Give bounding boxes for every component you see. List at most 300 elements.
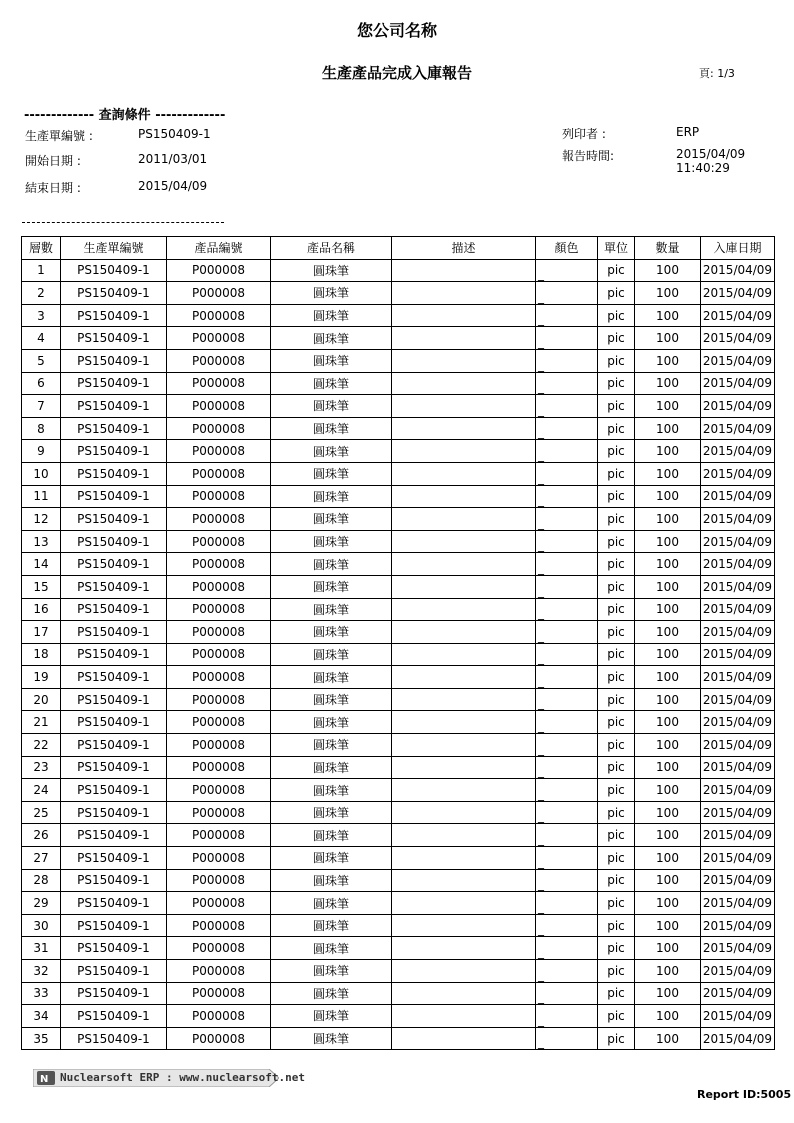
cell-product-name: 圓珠筆 [271,734,392,757]
cell-order-no: PS150409-1 [61,756,167,779]
cell-unit: pic [598,485,635,508]
cell-product-no: P000008 [167,395,271,418]
cell-date: 2015/04/09 [701,304,775,327]
cell-product-no: P000008 [167,666,271,689]
cell-unit: pic [598,372,635,395]
cell-unit: pic [598,824,635,847]
cell-qty: 100 [635,417,701,440]
cell-color: _ [536,824,598,847]
cell-date: 2015/04/09 [701,824,775,847]
cell-product-name: 圓珠筆 [271,259,392,282]
cell-date: 2015/04/09 [701,327,775,350]
cell-qty: 100 [635,847,701,870]
cell-date: 2015/04/09 [701,914,775,937]
cell-qty: 100 [635,575,701,598]
cell-order-no: PS150409-1 [61,960,167,983]
table-row [22,304,775,327]
cell-color: _ [536,395,598,418]
cell-unit: pic [598,756,635,779]
table-row [22,643,775,666]
cell-qty: 100 [635,395,701,418]
cell-qty: 100 [635,349,701,372]
cell-description [392,259,536,282]
cell-unit: pic [598,847,635,870]
cell-product-no: P000008 [167,327,271,350]
report-title: 生產產品完成入庫報告 [321,64,472,82]
cell-description [392,688,536,711]
cell-product-name: 圓珠筆 [271,598,392,621]
cell-date: 2015/04/09 [701,847,775,870]
cell-product-name: 圓珠筆 [271,553,392,576]
cell-product-name: 圓珠筆 [271,621,392,644]
table-row [22,1005,775,1028]
cell-order-no: PS150409-1 [61,711,167,734]
cell-order-no: PS150409-1 [61,666,167,689]
cell-description [392,1005,536,1028]
cell-color: _ [536,734,598,757]
cell-layer: 19 [22,666,61,689]
cell-unit: pic [598,734,635,757]
cell-order-no: PS150409-1 [61,779,167,802]
cell-color: _ [536,327,598,350]
cell-unit: pic [598,395,635,418]
header-product-name: 產品名稱 [271,237,392,260]
cell-description [392,530,536,553]
cell-description [392,327,536,350]
cell-description [392,869,536,892]
cell-order-no: PS150409-1 [61,621,167,644]
cell-description [392,575,536,598]
cell-qty: 100 [635,688,701,711]
table-row [22,621,775,644]
cell-order-no: PS150409-1 [61,1027,167,1050]
cell-product-no: P000008 [167,598,271,621]
table-row [22,711,775,734]
order-no-value: PS150409-1 [138,127,211,141]
cell-order-no: PS150409-1 [61,417,167,440]
cell-product-name: 圓珠筆 [271,327,392,350]
cell-unit: pic [598,666,635,689]
inventory-table [21,236,775,1050]
cell-qty: 100 [635,282,701,305]
cell-qty: 100 [635,530,701,553]
cell-description [392,304,536,327]
cell-order-no: PS150409-1 [61,553,167,576]
cell-qty: 100 [635,621,701,644]
cell-color: _ [536,937,598,960]
cell-date: 2015/04/09 [701,575,775,598]
conditions-heading: ------------- 查詢條件 ------------- [24,108,226,123]
cell-unit: pic [598,462,635,485]
cell-layer: 9 [22,440,61,463]
cell-layer: 35 [22,1027,61,1050]
cell-order-no: PS150409-1 [61,259,167,282]
cell-order-no: PS150409-1 [61,892,167,915]
table-row [22,869,775,892]
cell-qty: 100 [635,960,701,983]
cell-description [392,937,536,960]
cell-color: _ [536,869,598,892]
cell-product-no: P000008 [167,417,271,440]
cell-color: _ [536,801,598,824]
cell-order-no: PS150409-1 [61,914,167,937]
cell-qty: 100 [635,914,701,937]
cell-unit: pic [598,508,635,531]
cell-color: _ [536,598,598,621]
cell-order-no: PS150409-1 [61,440,167,463]
cell-description [392,417,536,440]
cell-unit: pic [598,1005,635,1028]
cell-color: _ [536,711,598,734]
table-row [22,530,775,553]
cell-description [392,485,536,508]
cell-order-no: PS150409-1 [61,982,167,1005]
end-date-value: 2015/04/09 [138,179,208,193]
cell-date: 2015/04/09 [701,530,775,553]
cell-date: 2015/04/09 [701,688,775,711]
report-time-label: 報告時間: [562,149,615,163]
cell-layer: 8 [22,417,61,440]
cell-description [392,824,536,847]
cell-date: 2015/04/09 [701,395,775,418]
cell-product-name: 圓珠筆 [271,666,392,689]
cell-color: _ [536,779,598,802]
cell-qty: 100 [635,1027,701,1050]
cell-color: _ [536,372,598,395]
cell-color: _ [536,417,598,440]
cell-qty: 100 [635,485,701,508]
cell-description [392,372,536,395]
cell-date: 2015/04/09 [701,643,775,666]
cell-description [392,395,536,418]
cell-description [392,462,536,485]
cell-color: _ [536,440,598,463]
cell-qty: 100 [635,869,701,892]
cell-order-no: PS150409-1 [61,598,167,621]
cell-order-no: PS150409-1 [61,847,167,870]
cell-product-no: P000008 [167,349,271,372]
cell-date: 2015/04/09 [701,937,775,960]
cell-layer: 17 [22,621,61,644]
cell-date: 2015/04/09 [701,462,775,485]
cell-unit: pic [598,304,635,327]
table-row [22,598,775,621]
table-row [22,485,775,508]
report-id: Report ID:5005 [697,1088,792,1101]
cell-product-name: 圓珠筆 [271,575,392,598]
cell-product-name: 圓珠筆 [271,1027,392,1050]
cell-layer: 6 [22,372,61,395]
table-row [22,462,775,485]
cell-qty: 100 [635,982,701,1005]
cell-layer: 28 [22,869,61,892]
header-layer: 層數 [22,237,61,260]
cell-product-name: 圓珠筆 [271,417,392,440]
cell-color: _ [536,666,598,689]
table-row [22,282,775,305]
cell-product-name: 圓珠筆 [271,282,392,305]
table-row [22,1027,775,1050]
cell-product-name: 圓珠筆 [271,937,392,960]
table-row [22,440,775,463]
cell-layer: 3 [22,304,61,327]
cell-qty: 100 [635,327,701,350]
table-row [22,801,775,824]
cell-unit: pic [598,892,635,915]
cell-layer: 31 [22,937,61,960]
end-date-label: 結束日期 : [25,181,81,195]
cell-color: _ [536,530,598,553]
cell-qty: 100 [635,779,701,802]
header-date: 入庫日期 [701,237,775,260]
cell-color: _ [536,960,598,983]
cell-description [392,1027,536,1050]
cell-description [392,914,536,937]
cell-date: 2015/04/09 [701,1005,775,1028]
cell-layer: 29 [22,892,61,915]
table-row [22,914,775,937]
cell-product-name: 圓珠筆 [271,349,392,372]
cell-date: 2015/04/09 [701,869,775,892]
cell-layer: 23 [22,756,61,779]
cell-order-no: PS150409-1 [61,304,167,327]
cell-color: _ [536,643,598,666]
cell-color: _ [536,259,598,282]
cell-date: 2015/04/09 [701,598,775,621]
cell-qty: 100 [635,643,701,666]
cell-product-no: P000008 [167,259,271,282]
cell-order-no: PS150409-1 [61,395,167,418]
cell-date: 2015/04/09 [701,621,775,644]
cell-qty: 100 [635,756,701,779]
cell-qty: 100 [635,711,701,734]
cell-date: 2015/04/09 [701,259,775,282]
table-row [22,688,775,711]
cell-layer: 1 [22,259,61,282]
cell-date: 2015/04/09 [701,440,775,463]
svg-text:N: N [40,1074,49,1085]
cell-date: 2015/04/09 [701,779,775,802]
cell-color: _ [536,914,598,937]
cell-description [392,960,536,983]
cell-date: 2015/04/09 [701,372,775,395]
cell-date: 2015/04/09 [701,1027,775,1050]
cell-date: 2015/04/09 [701,756,775,779]
cell-product-no: P000008 [167,643,271,666]
cell-qty: 100 [635,508,701,531]
cell-qty: 100 [635,440,701,463]
cell-layer: 33 [22,982,61,1005]
cell-product-name: 圓珠筆 [271,485,392,508]
cell-color: _ [536,349,598,372]
cell-description [392,666,536,689]
cell-product-no: P000008 [167,801,271,824]
cell-layer: 30 [22,914,61,937]
cell-product-name: 圓珠筆 [271,395,392,418]
cell-unit: pic [598,937,635,960]
cell-product-no: P000008 [167,282,271,305]
cell-layer: 21 [22,711,61,734]
cell-order-no: PS150409-1 [61,869,167,892]
cell-color: _ [536,847,598,870]
cell-layer: 26 [22,824,61,847]
cell-product-no: P000008 [167,756,271,779]
table-row [22,937,775,960]
cell-product-no: P000008 [167,1027,271,1050]
table-row [22,575,775,598]
table-row [22,960,775,983]
cell-product-no: P000008 [167,462,271,485]
cell-date: 2015/04/09 [701,417,775,440]
cell-date: 2015/04/09 [701,711,775,734]
cell-unit: pic [598,440,635,463]
cell-product-no: P000008 [167,508,271,531]
cell-layer: 27 [22,847,61,870]
cell-unit: pic [598,417,635,440]
cell-qty: 100 [635,734,701,757]
cell-description [392,508,536,531]
cell-unit: pic [598,914,635,937]
cell-layer: 25 [22,801,61,824]
cell-product-name: 圓珠筆 [271,688,392,711]
cell-product-no: P000008 [167,734,271,757]
cell-order-no: PS150409-1 [61,282,167,305]
cell-layer: 13 [22,530,61,553]
cell-description [392,734,536,757]
start-date-label: 開始日期 : [25,154,81,168]
cell-layer: 4 [22,327,61,350]
page-indicator: 頁: 1/3 [699,67,735,80]
cell-product-no: P000008 [167,847,271,870]
cell-order-no: PS150409-1 [61,508,167,531]
table-row [22,892,775,915]
header-color: 顏色 [536,237,598,260]
cell-product-no: P000008 [167,440,271,463]
cell-layer: 15 [22,575,61,598]
cell-layer: 20 [22,688,61,711]
cell-description [392,349,536,372]
cell-product-name: 圓珠筆 [271,892,392,915]
cell-product-no: P000008 [167,575,271,598]
cell-layer: 22 [22,734,61,757]
header-qty: 數量 [635,237,701,260]
cell-color: _ [536,982,598,1005]
cell-layer: 24 [22,779,61,802]
cell-color: _ [536,1005,598,1028]
printer-label: 列印者 : [562,127,606,141]
cell-product-no: P000008 [167,779,271,802]
table-row [22,372,775,395]
cell-product-name: 圓珠筆 [271,462,392,485]
cell-date: 2015/04/09 [701,734,775,757]
table-row [22,847,775,870]
cell-description [392,711,536,734]
cell-product-no: P000008 [167,553,271,576]
cell-product-name: 圓珠筆 [271,824,392,847]
cell-product-name: 圓珠筆 [271,1005,392,1028]
cell-unit: pic [598,801,635,824]
cell-qty: 100 [635,666,701,689]
cell-product-no: P000008 [167,1005,271,1028]
footer-logo-text: Nuclearsoft ERP : www.nuclearsoft.net [60,1071,306,1084]
cell-product-name: 圓珠筆 [271,869,392,892]
cell-layer: 2 [22,282,61,305]
cell-color: _ [536,485,598,508]
cell-unit: pic [598,960,635,983]
cell-qty: 100 [635,259,701,282]
cell-unit: pic [598,1027,635,1050]
cell-unit: pic [598,598,635,621]
cell-unit: pic [598,621,635,644]
printer-value: ERP [676,125,700,139]
cell-description [392,440,536,463]
cell-date: 2015/04/09 [701,485,775,508]
separator-line [22,222,224,223]
cell-description [392,756,536,779]
cell-order-no: PS150409-1 [61,530,167,553]
cell-description [392,621,536,644]
cell-date: 2015/04/09 [701,282,775,305]
cell-product-name: 圓珠筆 [271,847,392,870]
cell-unit: pic [598,282,635,305]
cell-layer: 34 [22,1005,61,1028]
cell-color: _ [536,575,598,598]
cell-order-no: PS150409-1 [61,643,167,666]
header-description: 描述 [392,237,536,260]
table-row [22,666,775,689]
cell-product-name: 圓珠筆 [271,711,392,734]
cell-product-no: P000008 [167,304,271,327]
cell-unit: pic [598,553,635,576]
table-row [22,982,775,1005]
cell-product-name: 圓珠筆 [271,304,392,327]
cell-order-no: PS150409-1 [61,801,167,824]
cell-product-no: P000008 [167,485,271,508]
cell-qty: 100 [635,824,701,847]
cell-layer: 32 [22,960,61,983]
cell-description [392,282,536,305]
cell-order-no: PS150409-1 [61,937,167,960]
table-row [22,395,775,418]
cell-unit: pic [598,327,635,350]
cell-date: 2015/04/09 [701,349,775,372]
cell-unit: pic [598,349,635,372]
cell-description [392,801,536,824]
cell-description [392,892,536,915]
cell-order-no: PS150409-1 [61,688,167,711]
cell-product-no: P000008 [167,960,271,983]
table-row [22,734,775,757]
cell-qty: 100 [635,801,701,824]
table-row [22,756,775,779]
cell-product-no: P000008 [167,688,271,711]
cell-product-no: P000008 [167,711,271,734]
table-row [22,349,775,372]
cell-qty: 100 [635,937,701,960]
cell-unit: pic [598,688,635,711]
cell-qty: 100 [635,1005,701,1028]
company-name: 您公司名称 [356,21,437,40]
cell-order-no: PS150409-1 [61,349,167,372]
cell-date: 2015/04/09 [701,666,775,689]
header-unit: 單位 [598,237,635,260]
table-row [22,417,775,440]
cell-order-no: PS150409-1 [61,824,167,847]
header-product-no: 產品編號 [167,237,271,260]
cell-product-name: 圓珠筆 [271,914,392,937]
cell-description [392,553,536,576]
cell-unit: pic [598,982,635,1005]
